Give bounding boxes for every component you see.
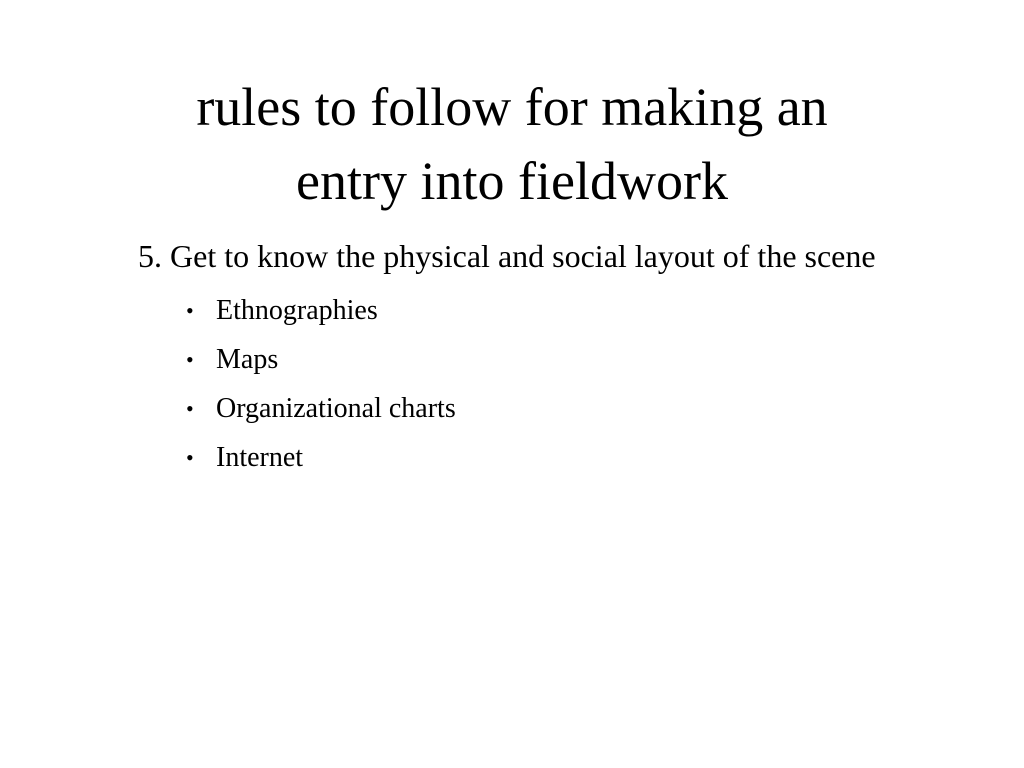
list-item xyxy=(186,384,938,433)
bullet-icon: • xyxy=(186,347,194,372)
list-item xyxy=(186,433,938,482)
list-item-label: Internet xyxy=(216,442,304,473)
slide-body xyxy=(138,232,938,482)
bullet-icon: • xyxy=(186,396,194,421)
list-item-label: Maps xyxy=(216,344,279,375)
list-item-label: Organizational charts xyxy=(216,393,456,424)
slide-title xyxy=(110,70,914,218)
slide-title-line-1: rules to follow for making an xyxy=(196,77,828,137)
slide-title-line-2: entry into fieldwork xyxy=(296,151,728,211)
bullet-icon: • xyxy=(186,298,194,323)
list-item-label: Ethnographies xyxy=(216,295,378,326)
main-point: 5. Get to know the physical and social layout of the scene xyxy=(138,238,876,274)
list-item xyxy=(186,286,938,335)
list-item xyxy=(186,335,938,384)
bullet-icon: • xyxy=(186,445,194,470)
sub-point-list xyxy=(138,286,938,482)
